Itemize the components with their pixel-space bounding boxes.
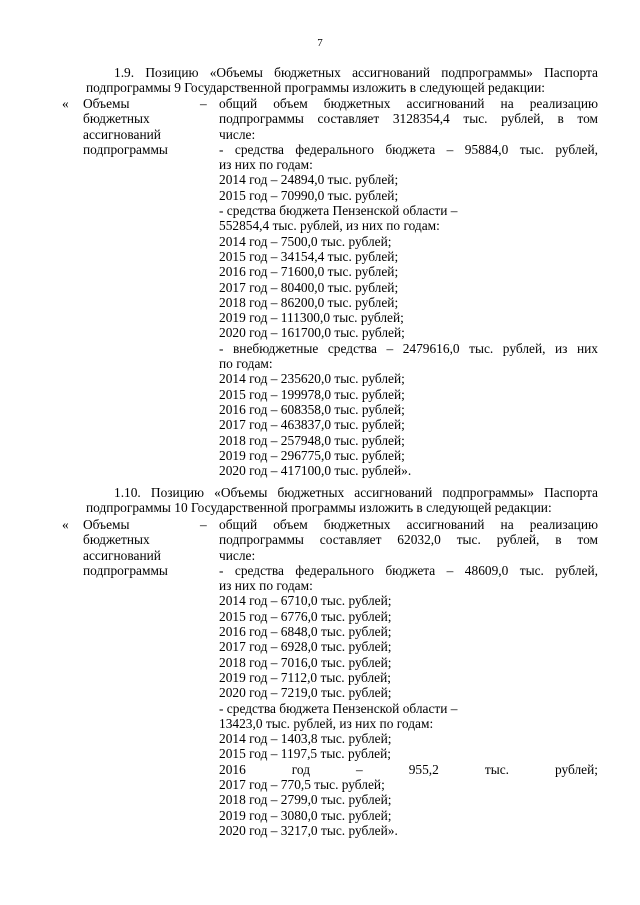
page-number: 7 [317,37,323,49]
row-dash: – [200,517,207,532]
label-line: ассигнований [83,547,161,563]
content-line: из них по годам: [219,578,313,594]
content-line: 2016 год – 6848,0 тыс. рублей; [219,624,392,640]
content-line: 2014 год – 6710,0 тыс. рублей; [219,593,392,609]
content-line: - внебюджетные средства – 2479616,0 тыс. рублей, из них [219,340,598,356]
content-line: 2015 год – 199978,0 тыс. рублей; [219,386,405,402]
content-line: 2020 год – 3217,0 тыс. рублей». [219,822,398,838]
content-line: 2019 год – 7112,0 тыс. рублей; [219,669,391,685]
content-line: 2016 год – 608358,0 тыс. рублей; [219,401,405,417]
content-line: 2020 год – 417100,0 тыс. рублей». [219,463,412,479]
content-line: общий объем бюджетных ассигнований на реализацию [219,517,598,532]
label-line: Объемы [83,96,130,111]
row-content [219,517,598,838]
label-line: подпрограммы [83,141,168,157]
content-line: 2014 год – 235620,0 тыс. рублей; [219,371,405,387]
content-line: - средства бюджета Пензенской области – [219,203,458,219]
section-heading-1-10: 1.10. Позицию «Объемы бюджетных ассигнований подпрограммы» Паспорта подпрограммы 10 Государственной программы изложить в следующей редакции: [86,485,598,516]
content-line: 2018 год – 86200,0 тыс. рублей; [219,294,399,310]
content-line: 2014 год – 1403,8 тыс. рублей; [219,731,392,747]
content-line: 2015 год – 1197,5 тыс. рублей; [219,746,391,762]
content-line: 2019 год – 296775,0 тыс. рублей; [219,447,405,463]
content-line: 2016 год – 955,2 тыс. рублей; [219,761,598,777]
content-line: числе: [219,547,256,563]
content-line: общий объем бюджетных ассигнований на реализацию [219,96,598,111]
content-line: 13423,0 тыс. рублей, из них по годам: [219,715,434,731]
content-line: 2017 год – 463837,0 тыс. рублей; [219,417,405,433]
content-line: - средства бюджета Пензенской области – [219,700,458,716]
content-line: 2019 год – 3080,0 тыс. рублей; [219,807,392,823]
content-line: по годам: [219,356,273,372]
content-line: 2015 год – 34154,4 тыс. рублей; [219,248,399,264]
opening-quote: « [62,96,69,111]
content-line: 2016 год – 71600,0 тыс. рублей; [219,264,399,280]
content-line: 2018 год – 257948,0 тыс. рублей; [219,432,405,448]
row-label [83,96,193,157]
opening-quote: « [62,517,69,532]
label-line: Объемы [83,517,130,532]
content-line: из них по годам: [219,157,313,173]
label-line: бюджетных [83,111,150,127]
content-line: - средства федерального бюджета – 48609,0 тыс. рублей, [219,562,598,578]
content-line: подпрограммы составляет 62032,0 тыс. рублей, в том [219,532,598,548]
row-label [83,517,193,578]
content-line: 2020 год – 7219,0 тыс. рублей; [219,685,392,701]
content-line: 2014 год – 7500,0 тыс. рублей; [219,233,392,249]
content-line: 2017 год – 80400,0 тыс. рублей; [219,279,399,295]
label-line: ассигнований [83,126,161,142]
section-heading-1-9: 1.9. Позицию «Объемы бюджетных ассигнований подпрограммы» Паспорта подпрограммы 9 Государственной программы изложить в следующей редакции: [86,65,598,96]
content-line: - средства федерального бюджета – 95884,0 тыс. рублей, [219,141,598,157]
content-line: 552854,4 тыс. рублей, из них по годам: [219,218,440,234]
content-line: 2019 год – 111300,0 тыс. рублей; [219,310,404,326]
content-line: 2015 год – 70990,0 тыс. рублей; [219,187,399,203]
row-content [219,96,598,478]
row-dash: – [200,96,207,111]
content-line: 2018 год – 2799,0 тыс. рублей; [219,792,392,808]
content-line: подпрограммы составляет 3128354,4 тыс. рублей, в том [219,111,598,127]
label-line: подпрограммы [83,562,168,578]
label-line: бюджетных [83,532,150,548]
content-line: 2018 год – 7016,0 тыс. рублей; [219,654,392,670]
content-line: 2017 год – 770,5 тыс. рублей; [219,777,385,793]
content-line: числе: [219,126,256,142]
content-line: 2017 год – 6928,0 тыс. рублей; [219,639,392,655]
content-line: 2020 год – 161700,0 тыс. рублей; [219,325,405,341]
content-line: 2014 год – 24894,0 тыс. рублей; [219,172,399,188]
content-line: 2015 год – 6776,0 тыс. рублей; [219,608,392,624]
